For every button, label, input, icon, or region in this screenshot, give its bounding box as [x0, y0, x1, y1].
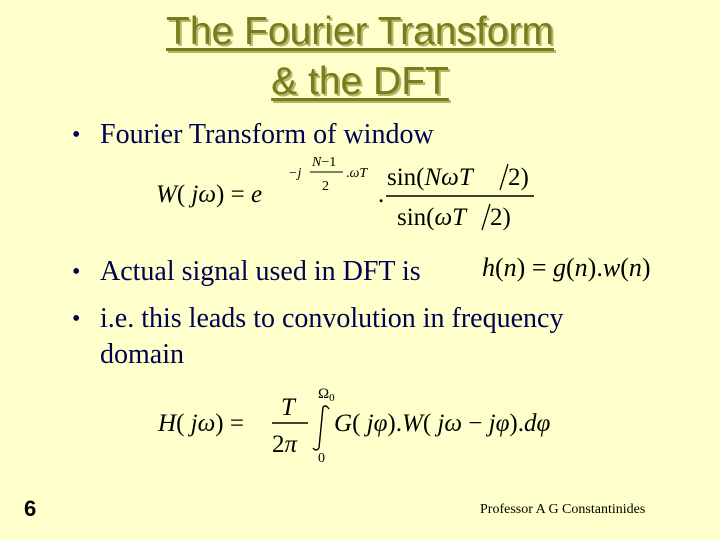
bullet-dot: •	[72, 259, 81, 285]
svg-text:2: 2	[322, 179, 329, 194]
equation-signal: h(n) = g(n).w(n)	[482, 253, 651, 282]
svg-text:2): 2)	[508, 164, 529, 191]
svg-text:Ω0: $\Omega_0$	[318, 386, 335, 404]
svg-text:H( jω) =: H( jω) =	[158, 410, 244, 437]
svg-text:2π: 2π	[272, 431, 298, 458]
bullet-dot: •	[72, 306, 81, 332]
title-line-2: & the DFT	[271, 60, 449, 103]
bullet-text: Fourier Transform of window	[100, 119, 434, 150]
svg-text:sin(ωT: sin(ωT	[397, 204, 467, 231]
svg-text:.: .	[378, 181, 385, 208]
page-number: 6	[24, 496, 37, 521]
svg-text:N−1: N−1	[312, 155, 337, 170]
svg-text:0: 0	[318, 451, 325, 466]
svg-text:sin(NωT: sin(NωT	[387, 164, 473, 191]
bullet-dot: •	[72, 122, 81, 148]
svg-text:G( jφ).W( jω − jφ).dφ: G( jφ).W( jω − jφ).dφ	[334, 410, 551, 437]
svg-text:−j: −j	[288, 166, 302, 181]
title-line-1: The Fourier Transform	[166, 10, 554, 53]
bullet-text: i.e. this leads to convolution in frequency	[100, 303, 564, 334]
author-footer: Professor A G Constantinides	[480, 502, 646, 517]
svg-text:T: T	[281, 394, 295, 421]
svg-text:.ωT: .ωT	[346, 166, 368, 181]
bullet-convolution-continued: domain	[100, 339, 184, 370]
svg-text:2): 2)	[490, 204, 511, 231]
svg-text:W( jω) = e: W( jω) = e	[156, 181, 263, 208]
bullet-text: Actual signal used in DFT is	[100, 256, 421, 287]
